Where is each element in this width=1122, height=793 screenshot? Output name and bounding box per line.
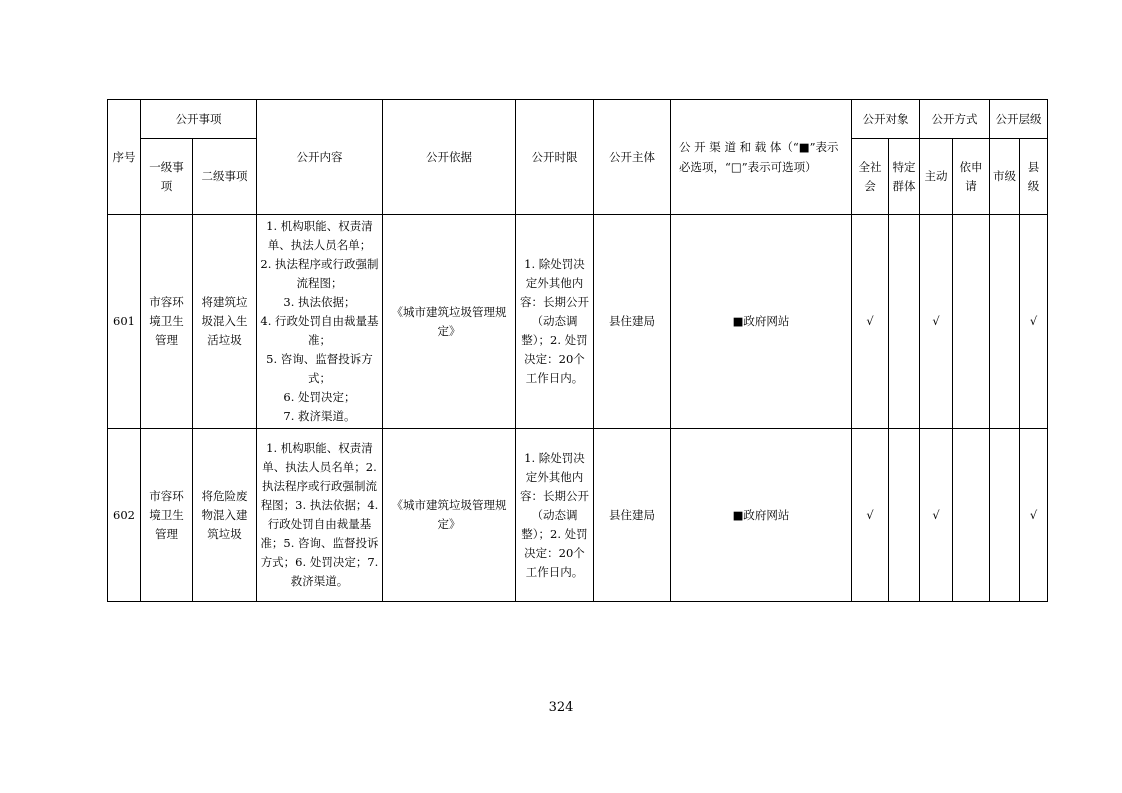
row-basis: 《城市建筑垃圾管理规定》 <box>383 429 516 602</box>
row-subject: 县住建局 <box>594 215 671 429</box>
row-seq: 601 <box>108 215 141 429</box>
header-subject: 公开主体 <box>594 100 671 215</box>
row-channel: ■政府网站 <box>671 215 852 429</box>
header-basis: 公开依据 <box>383 100 516 215</box>
header-level-city: 市级 <box>990 139 1020 215</box>
content-item: 4. 行政处罚自由裁量基准； <box>260 314 379 347</box>
header-level-county: 县级 <box>1020 139 1048 215</box>
table-row <box>108 429 1048 602</box>
row-level-county: √ <box>1020 215 1048 429</box>
row-level1: 市容环境卫生管理 <box>141 429 193 602</box>
disclosure-table <box>107 99 1048 602</box>
row-mode-active: √ <box>920 215 953 429</box>
row-content <box>257 429 383 602</box>
page-number: 324 <box>548 700 574 715</box>
header-level-group: 公开层级 <box>990 100 1048 139</box>
row-seq: 602 <box>108 429 141 602</box>
row-mode-active: √ <box>920 429 953 602</box>
content-item: 7. 救济渠道。 <box>283 409 356 423</box>
row-basis: 《城市建筑垃圾管理规定》 <box>383 215 516 429</box>
row-level-county: √ <box>1020 429 1048 602</box>
table-row <box>108 215 1048 429</box>
row-channel: ■政府网站 <box>671 429 852 602</box>
header-target-all: 全社会 <box>852 139 889 215</box>
row-time-limit: 1. 除处罚决定外其他内容：长期公开（动态调整）；2. 处罚决定：20个工作日内。 <box>516 429 594 602</box>
row-mode-request <box>953 215 990 429</box>
row-target-all: √ <box>852 215 889 429</box>
row-level1: 市容环境卫生管理 <box>141 215 193 429</box>
row-level2: 将危险废物混入建筑垃圾 <box>193 429 257 602</box>
row-level-city <box>990 429 1020 602</box>
header-level1: 一级事项 <box>141 139 193 215</box>
content-item: 3. 执法依据； <box>283 295 356 309</box>
row-level-city <box>990 215 1020 429</box>
header-mode-request: 依申请 <box>953 139 990 215</box>
header-content: 公开内容 <box>257 100 383 215</box>
content-item: 2. 执法程序或行政强制流程图； <box>260 257 379 290</box>
row-time-limit: 1. 除处罚决定外其他内容：长期公开（动态调整）；2. 处罚决定：20个工作日内。 <box>516 215 594 429</box>
content-item: 1. 机构职能、权责清单、执法人员名单； <box>266 219 373 252</box>
row-target-all: √ <box>852 429 889 602</box>
header-mode-group: 公开方式 <box>920 100 990 139</box>
header-target-specific: 特定群体 <box>889 139 920 215</box>
header-time-limit: 公开时限 <box>516 100 594 215</box>
header-target-group: 公开对象 <box>852 100 920 139</box>
header-channel: 公 开 渠 道 和 载 体（“■”表示必选项，“□”表示可选项） <box>671 100 852 215</box>
header-mode-active: 主动 <box>920 139 953 215</box>
row-target-specific <box>889 215 920 429</box>
header-items-group: 公开事项 <box>141 100 257 139</box>
row-content <box>257 215 383 429</box>
row-subject: 县住建局 <box>594 429 671 602</box>
row-mode-request <box>953 429 990 602</box>
content-item: 5. 咨询、监督投诉方式； <box>266 352 373 385</box>
row-level2: 将建筑垃圾混入生活垃圾 <box>193 215 257 429</box>
content-item: 1. 机构职能、权责清单、执法人员名单；2. 执法程序或行政强制流程图；3. 执法依据；4. 行政处罚自由裁量基准；5. 咨询、监督投诉方式；6. 处罚决定；7. 救济渠道。 <box>260 441 379 588</box>
header-level2: 二级事项 <box>193 139 257 215</box>
content-item: 6. 处罚决定； <box>283 390 356 404</box>
header-seq: 序号 <box>108 100 141 215</box>
row-target-specific <box>889 429 920 602</box>
